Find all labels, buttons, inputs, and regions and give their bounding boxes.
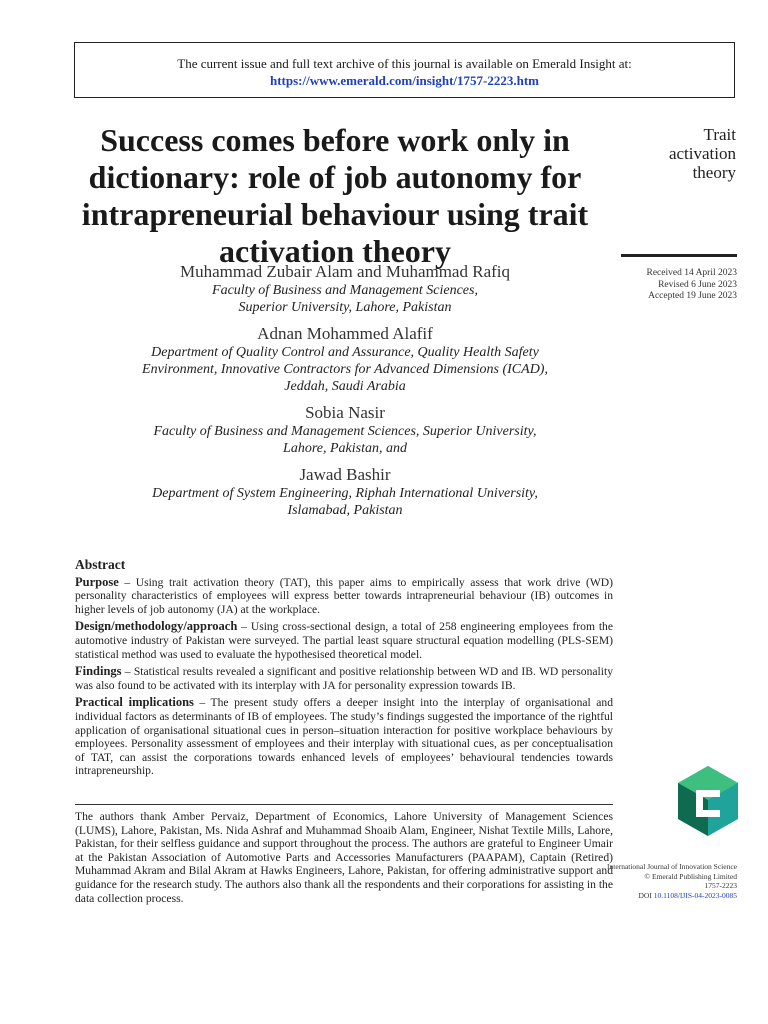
abstract-practical-implications: Practical implications – The present study offers a deeper insight into the interplay of organisational and individual factors as determinants of IB of employees. The study’s findings suggested the importance of the rightful application of organisational situational cues in person–situation interaction for positive workplace behaviours by employees. Personality assessment of employees and their interplay with situational cues, as per conceptualisation of TAT, can assist the corporations towards enhanced levels of employees’ behavioural tendencies towards intrapreneurship. xyxy=(75,695,613,778)
running-title-line: Trait xyxy=(703,125,736,144)
author-affiliation: Faculty of Business and Management Sciences, xyxy=(212,283,478,298)
section-label: Purpose xyxy=(75,574,119,589)
archive-notice-text: The current issue and full text archive of this journal is available on Emerald Insight at: xyxy=(177,56,632,71)
emerald-publishing-logo-icon xyxy=(676,764,740,838)
issn: 1757-2223 xyxy=(704,881,737,890)
section-text: Using trait activation theory (TAT), this paper aims to empirically assess that work drive (WD) personality characteristics of employees will express better towards intrapreneurial behaviour (IB) outcomes in higher levels of job autonomy (JA) at the workplace. xyxy=(75,575,614,616)
running-title xyxy=(596,125,736,182)
author-affiliation: Faculty of Business and Management Sciences, Superior University, xyxy=(153,424,537,439)
section-text: Statistical results revealed a significant and positive relationship between WD and IB. WD personality was also found to be activated with its interplay with JA for personality expression towards IB. xyxy=(75,665,614,692)
sidebar-divider xyxy=(621,254,737,257)
revised-date: Revised 6 June 2023 xyxy=(658,279,737,290)
footnote-divider xyxy=(75,804,613,805)
section-label: Findings xyxy=(75,664,122,679)
author-name: Adnan Mohammed Alafif xyxy=(257,324,433,343)
doi-link[interactable]: 10.1108/IJIS-04-2023-0085 xyxy=(653,890,737,900)
abstract-design: Design/methodology/approach – Using cross-sectional design, a total of 258 engineering employees from the automotive industry of Pakistan were surveyed. The partial least square structural equation modelling (PLS-SEM) statistical method was used to evaluate the hypothesised theoretical model. xyxy=(75,619,614,661)
abstract xyxy=(75,558,613,782)
abstract-heading: Abstract xyxy=(75,557,126,572)
abstract-findings: Findings – Statistical results revealed a significant and positive relationship between WD and IB. WD personality was also found to be activated with its interplay with JA for personality expression towards IB. xyxy=(75,664,614,692)
author-affiliation: Department of Quality Control and Assurance, Quality Health Safety xyxy=(151,345,539,360)
acknowledgement: The authors thank Amber Pervaiz, Department of Economics, Lahore University of Management Sciences (LUMS), Lahore, Pakistan, Ms. Nida Ashraf and Muhammad Shoaib Alam, Engineer, Nishat Textile Mills, Lahore, Pakistan, for their selfless guidance and support throughout the process. The authors are grateful to Engineer Umair at the Pakistan Association of Automotive Parts and Accessories Manufacturers (PAAPAM), Captain (Retired) Muhammad Akram and Bilal Akram at Hawks Engineers, Lahore, Pakistan, for offering administrative support and guidance for the research study. The authors also thank all the respondents and their corporations for assisting in the data collection process. xyxy=(75,810,613,905)
section-label: Design/methodology/approach xyxy=(75,619,238,634)
author-name: Muhammad Zubair Alam and Muhammad Rafiq xyxy=(179,262,510,281)
archive-notice-box xyxy=(74,42,735,98)
section-text: The present study offers a deeper insight into the interplay of organisational and individual factors as determinants of IB of employees. The study’s findings suggested the importance of the rightful application of organisational situational cues in person–situation interaction for positive workplace behaviours by employees. Personality assessment of employees and their interplay with situational cues, as per conceptualisation of TAT, can assist the corporations towards enhanced levels of employees’ behavioural tendencies towards intrapreneurship. xyxy=(75,696,613,778)
author-list xyxy=(60,262,630,519)
abstract-purpose: Purpose – Using trait activation theory (TAT), this paper aims to empirically assess that work drive (WD) personality characteristics of employees will express better towards intrapreneurial behaviour (IB) outcomes in higher levels of job autonomy (JA) at the workplace. xyxy=(75,574,614,616)
running-title-line: activation xyxy=(668,144,736,163)
author-affiliation: Jeddah, Saudi Arabia xyxy=(284,379,406,394)
accepted-date: Accepted 19 June 2023 xyxy=(648,291,737,301)
journal-archive-link[interactable]: https://www.emerald.com/insight/1757-2223.htm xyxy=(269,73,540,88)
publisher: © Emerald Publishing Limited xyxy=(644,871,737,881)
author-affiliation: Superior University, Lahore, Pakistan xyxy=(238,300,452,315)
author-affiliation: Islamabad, Pakistan xyxy=(287,503,403,518)
author-name: Sobia Nasir xyxy=(305,403,385,422)
author-affiliation: Environment, Innovative Contractors for Advanced Dimensions (ICAD), xyxy=(142,362,548,377)
journal-info xyxy=(587,862,737,900)
doi-label: DOI xyxy=(638,890,652,900)
section-text: Using cross-sectional design, a total of 258 engineering employees from the automotive industry of Pakistan were surveyed. The partial least square structural equation modelling (PLS-SEM) statistical method was used to evaluate the hypothesised theoretical model. xyxy=(75,620,614,661)
author-affiliation: Department of System Engineering, Riphah International University, xyxy=(152,486,538,501)
doi-line xyxy=(587,891,737,901)
author-affiliation: Lahore, Pakistan, and xyxy=(283,441,407,456)
author-name: Jawad Bashir xyxy=(299,465,391,484)
journal-name: International Journal of Innovation Science xyxy=(607,862,737,871)
article-title: Success comes before work only in dictionary: role of job autonomy for intrapreneurial behaviour using trait activation theory xyxy=(81,122,589,269)
running-title-line: theory xyxy=(692,163,736,182)
section-label: Practical implications xyxy=(75,695,194,710)
received-date: Received 14 April 2023 xyxy=(646,268,737,278)
